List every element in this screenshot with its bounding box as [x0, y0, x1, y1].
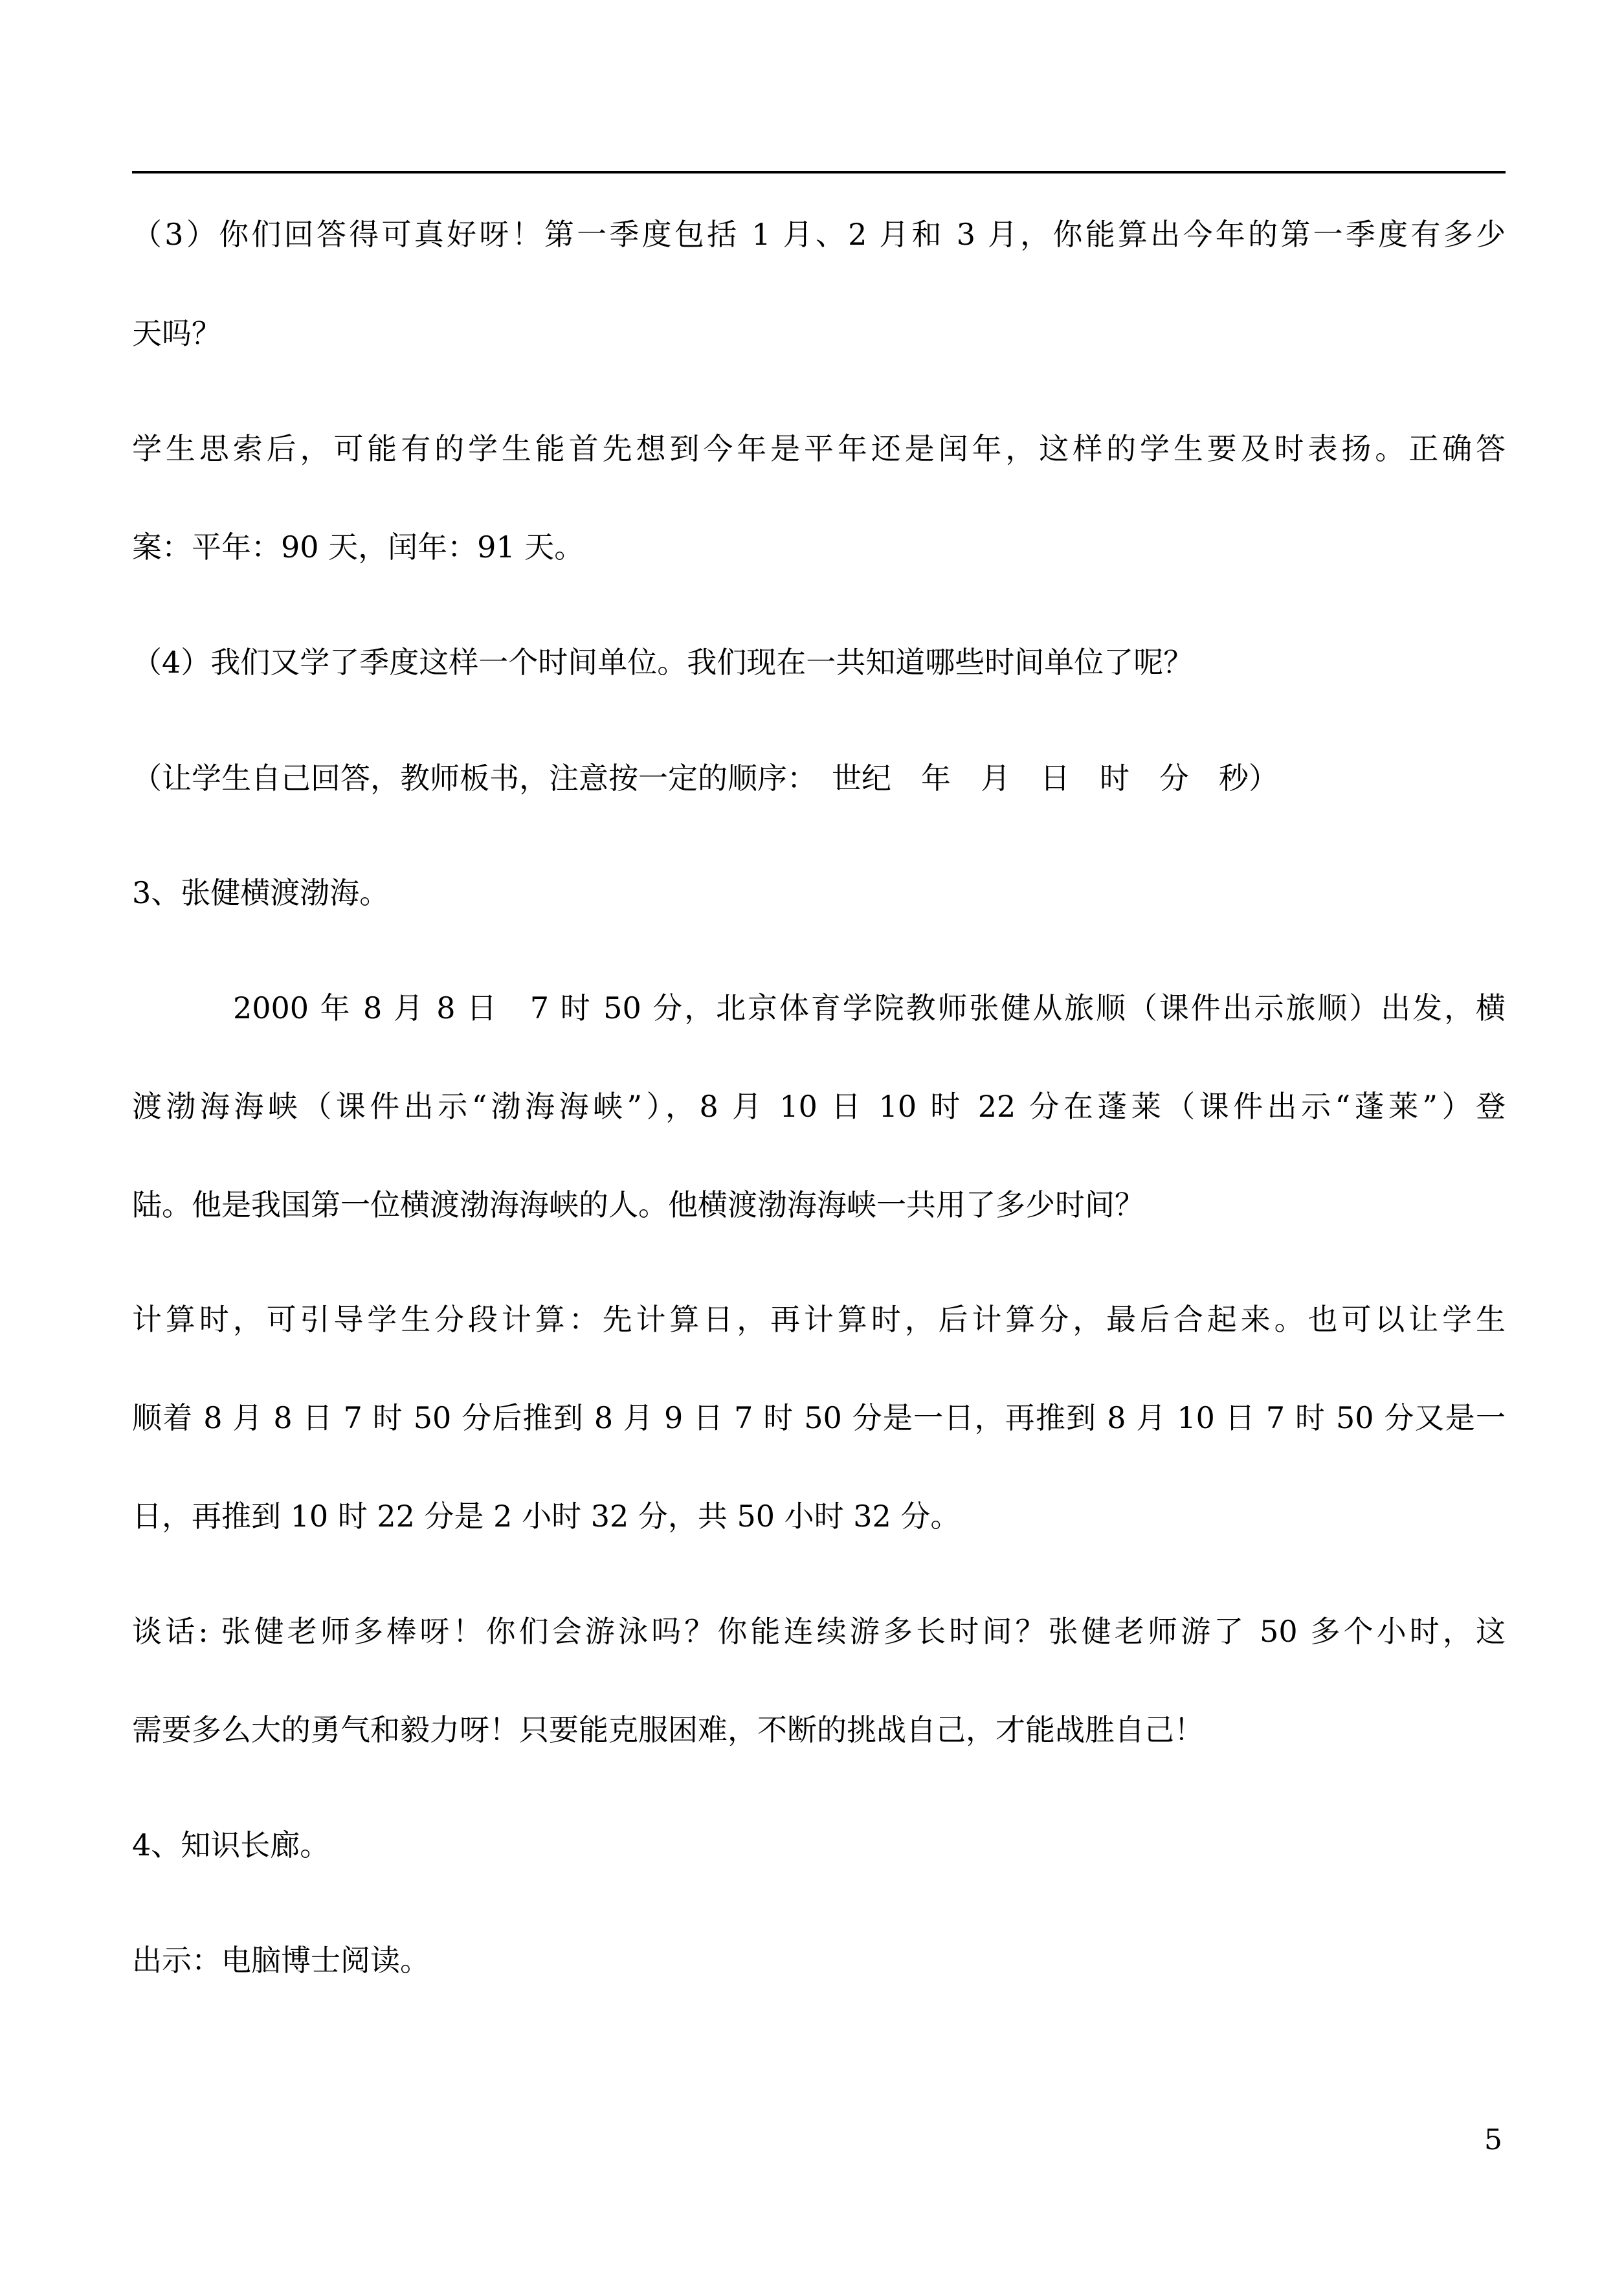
- paragraph-line-9: 渡渤海海峡（课件出示“渤海海峡”），8 月 10 日 10 时 22 分在蓬莱（课件出示“蓬莱”）登: [132, 1089, 1506, 1124]
- paragraph-line-14: 谈话: 张健老师多棒呀！你们会游泳吗？你能连续游多长时间？张健老师游了 50 多个小时，这: [132, 1614, 1506, 1649]
- paragraph-line-13: 日，再推到 10 时 22 分是 2 小时 32 分，共 50 小时 32 分。: [132, 1499, 961, 1534]
- header-rule: [132, 171, 1506, 173]
- paragraph-line-12: 顺着 8 月 8 日 7 时 50 分后推到 8 月 9 日 7 时 50 分是一日，再推到 8 月 10 日 7 时 50 分又是一: [132, 1400, 1506, 1435]
- paragraph-line-6: （让学生自己回答，教师板书，注意按一定的顺序： 世纪 年 月 日 时 分 秒）: [132, 761, 1278, 796]
- paragraph-line-3: 学生思索后，可能有的学生能首先想到今年是平年还是闰年，这样的学生要及时表扬。正确答: [132, 431, 1506, 466]
- section-heading-3: 3、张健横渡渤海。: [132, 875, 390, 910]
- paragraph-line-8: 2000 年 8 月 8 日 7 时 50 分，北京体育学院教师张健从旅顺（课件出示旅顺）出发，横: [233, 990, 1506, 1025]
- paragraph-line-5: （4）我们又学了季度这样一个时间单位。我们现在一共知道哪些时间单位了呢？: [132, 645, 1194, 680]
- paragraph-line-10: 陆。他是我国第一位横渡渤海海峡的人。他横渡渤海海峡一共用了多少时间？: [132, 1187, 1144, 1222]
- paragraph-line-11: 计算时，可引导学生分段计算：先计算日，再计算时，后计算分，最后合起来。也可以让学生: [132, 1302, 1506, 1337]
- paragraph-line-4: 案：平年：90 天，闰年：91 天。: [132, 530, 584, 565]
- paragraph-line-1: （3）你们回答得可真好呀！第一季度包括 1 月、2 月和 3 月，你能算出今年的第一季度有多少: [132, 217, 1506, 252]
- paragraph-line-17: 出示：电脑博士阅读。: [132, 1943, 430, 1978]
- page-number: 5: [1484, 2123, 1502, 2156]
- paragraph-line-2: 天吗？: [132, 316, 221, 351]
- paragraph-line-15: 需要多么大的勇气和毅力呀！只要能克服困难，不断的挑战自己，才能战胜自己！: [132, 1712, 1204, 1747]
- section-heading-4: 4、知识长廊。: [132, 1828, 330, 1862]
